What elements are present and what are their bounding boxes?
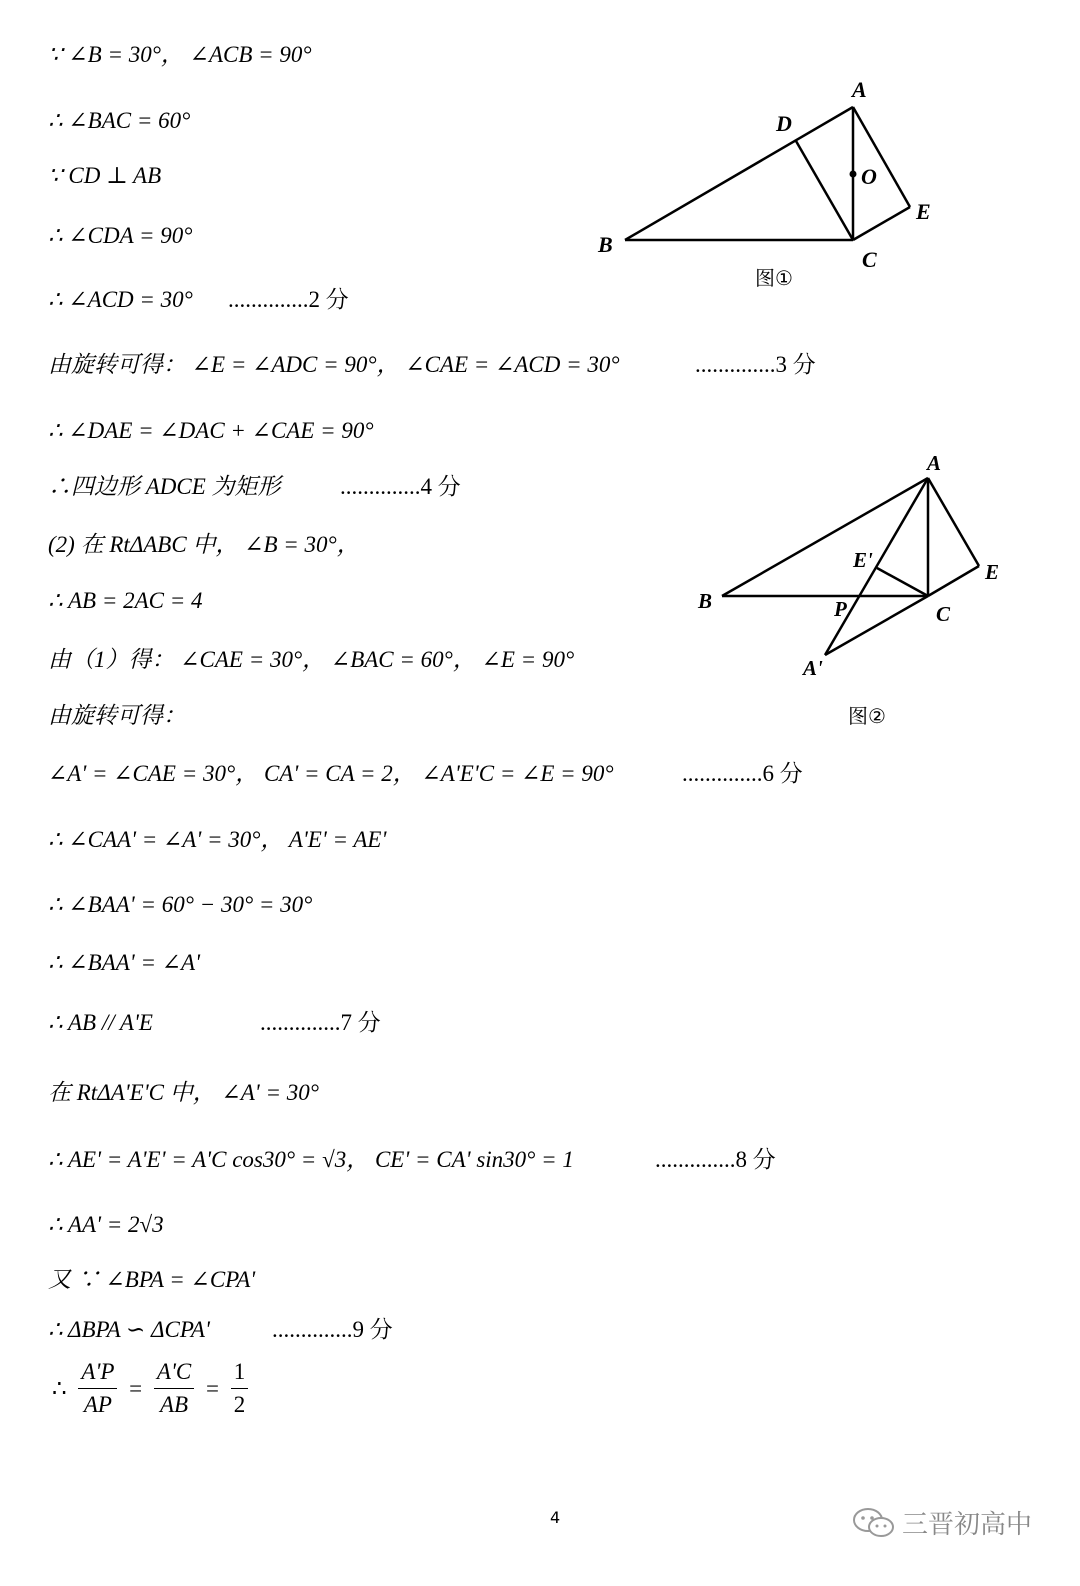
score-marker: ..............4 分 [340, 474, 461, 499]
segment-AE [853, 107, 910, 207]
score-marker: ..............2 分 [228, 287, 349, 312]
label-E: E [916, 199, 931, 224]
segment-E1C [877, 568, 928, 596]
segment-DC [796, 141, 853, 240]
label-A: A [852, 77, 867, 102]
proof-line: 由旋转可得： [48, 703, 186, 728]
proof-line: ∴ AB = 2AC = 4 [48, 588, 203, 613]
proof-line: ∴ ∠CAA' = ∠A' = 30°， A'E' = AE' [48, 827, 387, 852]
segment-CE [928, 566, 979, 596]
proof-line: 由旋转可得： ∠E = ∠ADC = 90°， ∠CAE = ∠ACD = 30° [48, 352, 620, 377]
label-E1: E' [853, 548, 873, 572]
proof-line: ∴ ΔBPA ∽ ΔCPA' [48, 1317, 210, 1342]
proof-line: ∴ AE' = A'E' = A'C cos30° = √3， CE' = CA' sin30° = 1 [48, 1147, 574, 1172]
page-number: 4 [550, 1508, 561, 1527]
label-B: B [698, 589, 713, 613]
proof-line: (2) 在 RtΔABC 中， ∠B = 30°， [48, 532, 360, 557]
figure-1-caption: 图① [755, 266, 793, 290]
proof-line: 由（1）得： ∠CAE = 30°， ∠BAC = 60°， ∠E = 90° [48, 647, 575, 672]
watermark [852, 1504, 1032, 1541]
figure-2-diagram [690, 450, 1030, 690]
fraction-1: $\frac{A'P}{AP}$ [78, 1356, 117, 1421]
therefore-symbol: ∴ [52, 1375, 67, 1401]
figure-2-caption: 图② [848, 704, 886, 728]
fraction-2: $\frac{A'C}{AB}$ [154, 1356, 194, 1421]
segment-AE [928, 478, 979, 566]
proof-line: ∴ ∠CDA = 90° [48, 223, 193, 248]
score-marker: ..............3 分 [695, 352, 816, 377]
proof-line: ∴ AA' = 2√3 [48, 1212, 164, 1237]
segment-BA [625, 107, 853, 240]
score-marker: ..............9 分 [272, 1317, 393, 1342]
label-A: A [927, 451, 942, 475]
proof-line: 在 RtΔA'E'C 中， ∠A' = 30° [48, 1080, 319, 1105]
fraction-equation: ∴ $\frac{A'P}{AP}$ = $\frac{A'C}{AB}$ = $\frac{1}{2}$ [48, 1356, 250, 1421]
label-B: B [598, 232, 613, 257]
proof-line: ∴ ∠BAA' = ∠A' [48, 950, 200, 975]
proof-line: ∴ ∠ACD = 30° [48, 287, 193, 312]
proof-line: ∴ ∠BAC = 60° [48, 108, 191, 133]
proof-line: ∴ ∠BAA' = 60° − 30° = 30° [48, 892, 313, 917]
score-marker: ..............8 分 [655, 1147, 776, 1172]
segment-AA1 [825, 478, 928, 655]
proof-line: 又 ∵ ∠BPA = ∠CPA' [48, 1267, 256, 1292]
wechat-icon [852, 1507, 896, 1539]
label-A1: A' [803, 656, 823, 680]
segment-CE [853, 207, 910, 240]
score-marker: ..............6 分 [682, 761, 803, 786]
score-marker: ..............7 分 [260, 1010, 381, 1035]
label-D: D [776, 111, 792, 136]
proof-line: ∴ AB // A'E [48, 1010, 153, 1035]
label-E: E [985, 560, 1000, 584]
proof-line: ∴ ∠DAE = ∠DAC + ∠CAE = 90° [48, 418, 374, 443]
label-C: C [862, 247, 877, 272]
proof-line: ∵ ∠B = 30°， ∠ACB = 90° [48, 42, 312, 67]
label-O: O [861, 164, 877, 189]
proof-line: ∵ CD ⊥ AB [48, 163, 162, 188]
proof-line: ∴四边形 ADCE 为矩形 [48, 474, 281, 499]
watermark-text: 三晋初高中 [902, 1510, 1033, 1540]
proof-line: ∠A' = ∠CAE = 30°， CA' = CA = 2， ∠A'E'C = ∠E = 90° [48, 761, 614, 786]
label-P: P [834, 597, 847, 621]
fraction-3: $\frac{1}{2}$ [231, 1356, 249, 1421]
label-C: C [936, 602, 951, 626]
point-O [850, 171, 857, 178]
